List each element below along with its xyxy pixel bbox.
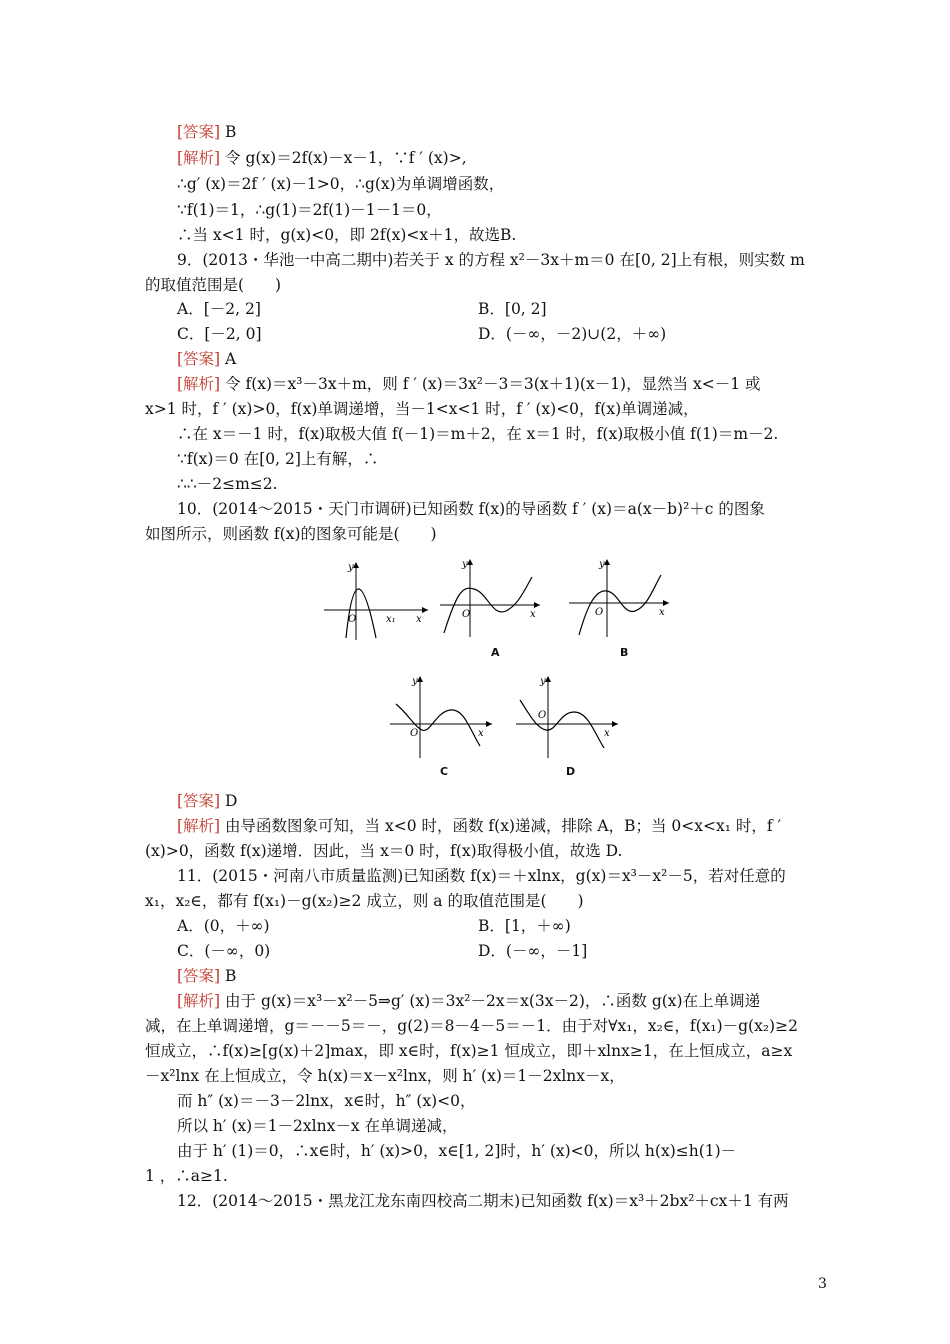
q11-analysis-cont: 由于 h′ (1)＝0，∴x∈时，h′ (x)>0，x∈[1, 2]时，h′ (x)<0，所以 h(x)≤h(1)－: [177, 1142, 737, 1160]
q11-answer: [答案] B: [177, 967, 237, 985]
origin-label: O: [348, 614, 357, 625]
analysis-line: [解析] 令 g(x)＝2f(x)－x－1，∵f ′ (x)>,: [177, 149, 467, 167]
y-axis-label: y: [599, 559, 605, 570]
answer-line: [答案] B: [177, 123, 237, 141]
x-axis-label: x: [416, 614, 422, 625]
question-9-stem-cont: 的取值范围是( ): [145, 276, 282, 294]
q11-analysis-cont: 减，在上单调递增，g＝－－5＝－，g(2)＝8－4－5＝－1．由于对∀x₁，x₂∈，f(x₁)－g(x₂)≥2: [145, 1017, 798, 1035]
question-12-stem: 12．(2014～2015・黑龙江龙东南四校高二期末)已知函数 f(x)＝x³＋2bx²＋cx＋1 有两: [177, 1192, 789, 1210]
option-graph-c: [386, 672, 498, 762]
x-axis-label: x: [659, 607, 665, 618]
q9-analysis-cont: ∴在 x＝－1 时，f(x)取极大值 f(－1)＝m＋2，在 x＝1 时，f(x)取极小值 f(1)＝m－2.: [177, 425, 779, 443]
x-axis-label: x: [604, 728, 610, 739]
option-d-label: D: [566, 765, 576, 778]
q11-options-row2: C．(－∞，0) D．(－∞，－1]: [177, 942, 588, 960]
option-b-label: B: [620, 646, 629, 659]
q9-options-row1: A．[－2, 2] B．[0, 2]: [177, 300, 547, 318]
q11-analysis-cont: 恒成立，∴f(x)≥[g(x)＋2]max，即 x∈时，f(x)≥1 恒成立，即＋xlnx≥1，在上恒成立，a≥x: [145, 1042, 793, 1060]
origin-label: O: [538, 710, 547, 721]
y-axis-label: y: [348, 562, 354, 573]
x-axis-label: x: [530, 609, 536, 620]
question-10-stem: 10．(2014～2015・天门市调研)已知函数 f(x)的导函数 f ′ (x)＝a(x－b)²＋c 的图象: [177, 500, 765, 518]
origin-label: O: [595, 607, 604, 618]
q10-analysis-cont: (x)>0，函数 f(x)递增．因此，当 x＝0 时，f(x)取得极小值，故选 D.: [145, 842, 623, 860]
option-c-label: C: [440, 765, 449, 778]
q10-answer: [答案] D: [177, 792, 238, 810]
question-11-stem-cont: x₁，x₂∈，都有 f(x₁)－g(x₂)≥2 成立，则 a 的取值范围是( ): [145, 892, 584, 910]
option-a-label: A: [491, 646, 500, 659]
page-number: 3: [818, 1276, 827, 1292]
q9-options-row2: C．[－2, 0] D．(－∞，－2)∪(2，＋∞): [177, 325, 667, 343]
analysis-line: ∴当 x<1 时，g(x)<0，即 2f(x)<x＋1，故选B.: [177, 226, 517, 244]
x-axis-label: x: [478, 728, 484, 739]
option-graph-b: [565, 555, 675, 641]
q9-analysis-cont: ∴∴－2≤m≤2.: [177, 475, 278, 493]
q11-analysis-cont: 所以 h′ (x)＝1－2xlnx－x 在单调递减，: [177, 1117, 458, 1135]
option-graph-d: [512, 672, 624, 762]
y-axis-label: y: [412, 676, 418, 687]
option-graph-a: [436, 555, 546, 641]
q11-analysis: [解析] 由于 g(x)＝x³－x²－5⇒g′ (x)＝3x²－2x＝x(3x－2)，∴函数 g(x)在上单调递: [177, 992, 761, 1010]
question-9-stem: 9．(2013・华池一中高二期中)若关于 x 的方程 x²－3x＋m＝0 在[0, 2]上有根，则实数 m: [177, 251, 805, 269]
x1-label: x₁: [386, 614, 396, 625]
q9-analysis-cont: ∵f(x)＝0 在[0, 2]上有解，∴: [177, 450, 379, 468]
derivative-graph: [320, 558, 432, 644]
q9-analysis: [解析] 令 f(x)＝x³－3x＋m，则 f ′ (x)＝3x²－3＝3(x＋1)(x－1)，显然当 x<－1 或: [177, 375, 761, 393]
origin-label: O: [410, 728, 419, 739]
q10-analysis: [解析] 由导函数图象可知，当 x<0 时，函数 f(x)递减，排除 A，B；当 0<x<x₁ 时，f ′: [177, 817, 782, 835]
q11-options-row1: A．(0，＋∞) B．[1，＋∞): [177, 917, 571, 935]
q11-analysis-cont: －x²lnx 在上恒成立，令 h(x)＝x－x²lnx，则 h′ (x)＝1－2xlnx－x，: [145, 1067, 625, 1085]
q9-analysis-cont: x>1 时，f ′ (x)>0，f(x)单调递增，当－1<x<1 时，f ′ (x)<0，f(x)单调递减，: [145, 400, 699, 418]
q9-answer: [答案] A: [177, 350, 237, 368]
analysis-line: ∵f(1)＝1，∴g(1)＝2f(1)－1－1＝0，: [177, 201, 442, 219]
y-axis-label: y: [540, 676, 546, 687]
analysis-line: ∴g′ (x)＝2f ′ (x)－1>0，∴g(x)为单调增函数，: [177, 175, 505, 193]
q11-analysis-cont: 而 h″ (x)＝－3－2lnx，x∈时，h″ (x)<0，: [177, 1092, 476, 1110]
y-axis-label: y: [462, 559, 468, 570]
q11-analysis-cont: 1 ，∴a≥1.: [145, 1167, 228, 1185]
question-10-stem-cont: 如图所示，则函数 f(x)的图象可能是( ): [145, 525, 437, 543]
origin-label: O: [462, 609, 471, 620]
question-11-stem: 11．(2015・河南八市质量监测)已知函数 f(x)＝＋xlnx，g(x)＝x³－x²－5，若对任意的: [177, 867, 786, 885]
